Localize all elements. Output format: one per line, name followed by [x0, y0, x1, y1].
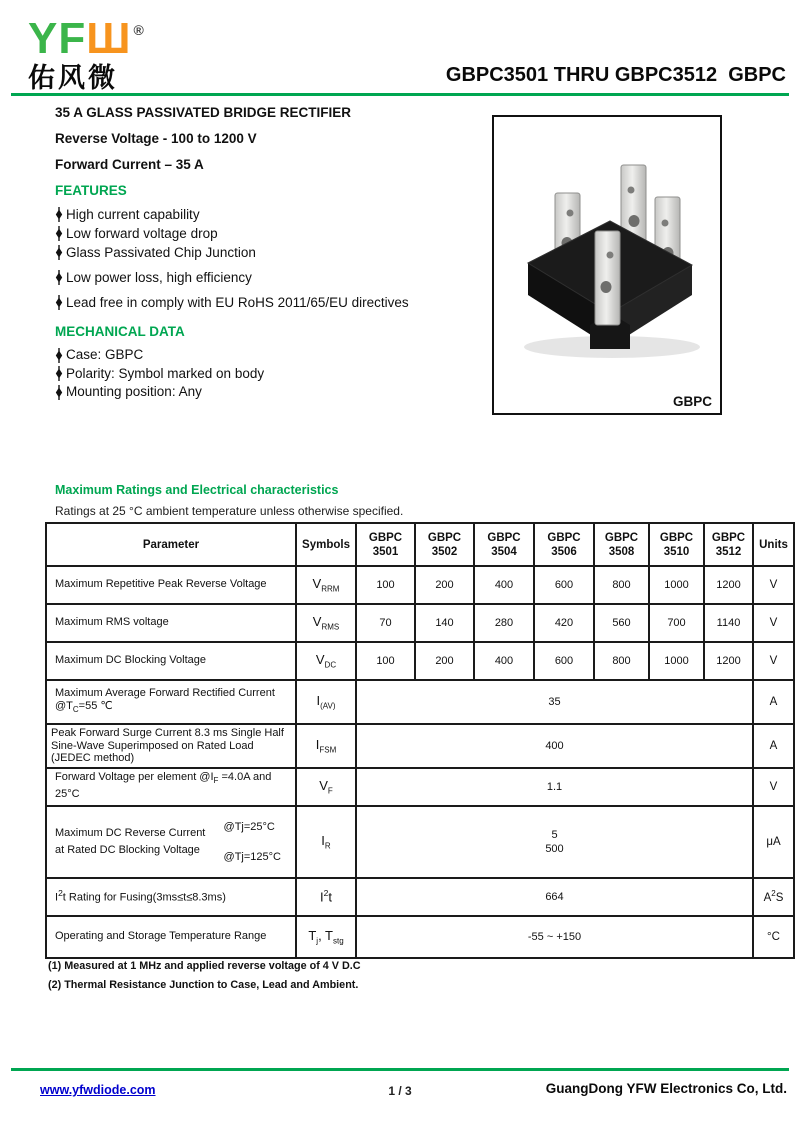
- value-cell: 35: [356, 680, 753, 724]
- company-name: GuangDong YFW Electronics Co, Ltd.: [545, 1081, 787, 1096]
- list-item: [55, 224, 490, 243]
- value-cell: 1200: [704, 566, 753, 604]
- value-cell: 1140: [704, 604, 753, 642]
- value-cell: 700: [649, 604, 704, 642]
- footnote-1: (1) Measured at 1 MHz and applied reverse voltage of 4 V D.C: [48, 960, 361, 972]
- footnotes: [48, 957, 361, 995]
- unit-cell: $A^2S$: [753, 878, 794, 916]
- package-name-label: GBPC: [672, 394, 712, 409]
- unit-cell: μA: [753, 806, 794, 878]
- value-cell: 800: [594, 566, 649, 604]
- unit-cell: V: [753, 642, 794, 680]
- condition-label: @Tj=25°C: [223, 820, 275, 833]
- column-header-symbols: Symbols: [296, 523, 356, 566]
- page-number: 1 / 3: [388, 1084, 412, 1098]
- value-cell: 800: [594, 642, 649, 680]
- logo-w-glyph: Ш: [86, 14, 132, 63]
- feature-text: High current capability: [66, 207, 200, 222]
- footnote-2: (2) Thermal Resistance Junction to Case, Lead and Ambient.: [48, 979, 359, 991]
- value-cell: 560: [594, 604, 649, 642]
- terminal-tab: [595, 231, 620, 325]
- column-header-model: GBPC 3501: [356, 523, 415, 566]
- value-cell: 200: [415, 566, 474, 604]
- list-item: [55, 346, 490, 365]
- value-cell: 400: [356, 724, 753, 768]
- column-header-parameter: Parameter: [46, 523, 296, 566]
- symbol-cell: $V_{RMS}$: [296, 604, 356, 642]
- diamond-bullet-icon: [55, 366, 63, 381]
- ratings-subtitle: Ratings at 25 °C ambient temperature unless otherwise specified.: [55, 504, 404, 518]
- column-header-units: Units: [753, 523, 794, 566]
- table-row: [46, 878, 794, 916]
- unit-cell: V: [753, 768, 794, 806]
- mechanical-text: Mounting position: Any: [66, 384, 202, 399]
- table-row: [46, 724, 794, 768]
- feature-text: Lead free in comply with EU RoHS 2011/65/EU directives: [66, 295, 409, 310]
- diamond-bullet-icon: [55, 270, 63, 285]
- footer-divider: [11, 1068, 789, 1071]
- symbol-cell: $I^2t$: [296, 878, 356, 916]
- symbol-cell: $I_{(AV)}$: [296, 680, 356, 724]
- param-cell: Maximum Repetitive Peak Reverse Voltage: [46, 566, 296, 604]
- value-cell: 400: [474, 642, 534, 680]
- diamond-bullet-icon: [55, 385, 63, 400]
- value-cell: 1.1: [356, 768, 753, 806]
- table-header-row: [46, 523, 794, 566]
- value-cell: 1000: [649, 642, 704, 680]
- param-cell: Maximum DC Reverse Current at Rated DC Blocking Voltage @Tj=25°C @Tj=125°C: [46, 806, 296, 878]
- reverse-voltage-line: Reverse Voltage - 100 to 1200 V: [55, 131, 257, 146]
- diamond-bullet-icon: [55, 295, 63, 310]
- feature-text: Low power loss, high efficiency: [66, 270, 252, 285]
- list-item: [55, 383, 490, 402]
- ratings-section-heading: Maximum Ratings and Electrical characteristics: [55, 483, 339, 497]
- unit-cell: A: [753, 724, 794, 768]
- list-item: [55, 243, 490, 262]
- registered-trademark-icon: ®: [133, 22, 145, 38]
- unit-cell: V: [753, 566, 794, 604]
- table-row: [46, 916, 794, 958]
- value-cell: 1000: [649, 566, 704, 604]
- diamond-bullet-icon: [55, 348, 63, 363]
- value-cell: 200: [415, 642, 474, 680]
- condition-label: @Tj=125°C: [223, 850, 281, 863]
- value-cell: 600: [534, 566, 594, 604]
- page-footer: [0, 1080, 800, 1110]
- website-link[interactable]: www.yfwdiode.com: [40, 1083, 156, 1097]
- mechanical-text: Case: GBPC: [66, 347, 144, 362]
- symbol-cell: $I_{FSM}$: [296, 724, 356, 768]
- value-cell: 600: [534, 642, 594, 680]
- table-row: [46, 806, 794, 878]
- symbol-cell: $V_{RRM}$: [296, 566, 356, 604]
- product-description: 35 A GLASS PASSIVATED BRIDGE RECTIFIER: [55, 105, 352, 120]
- list-item: [55, 293, 490, 312]
- column-header-model: GBPC 3502: [415, 523, 474, 566]
- feature-text: Low forward voltage drop: [66, 226, 218, 241]
- unit-cell: A: [753, 680, 794, 724]
- unit-cell: V: [753, 604, 794, 642]
- value-cell: 280: [474, 604, 534, 642]
- list-item: [55, 205, 490, 224]
- table-row: [46, 680, 794, 724]
- value-cell: 140: [415, 604, 474, 642]
- symbol-cell: $V_{DC}$: [296, 642, 356, 680]
- logo-chinese-name: 佑风微: [28, 63, 118, 93]
- param-cell: Peak Forward Surge Current 8.3 ms Single Half Sine-Wave Superimposed on Rated Load (JEDEC method): [46, 724, 296, 768]
- max-ratings-table: [45, 522, 795, 959]
- value-cell: 70: [356, 604, 415, 642]
- value-cell: 420: [534, 604, 594, 642]
- value-cell: -55 ~ +150: [356, 916, 753, 958]
- mechanical-data-list: [55, 346, 490, 402]
- param-cell: Maximum DC Blocking Voltage: [46, 642, 296, 680]
- value-cell: 400: [474, 566, 534, 604]
- logo-wordmark: [28, 8, 145, 61]
- param-cell: $I^2t$ Rating for Fusing(3ms≤t≤8.3ms): [46, 878, 296, 916]
- logo-yf-text: YF: [28, 14, 87, 63]
- doc-title: GBPC3501 THRU GBPC3512 GBPC: [445, 64, 786, 86]
- value-cell: 664: [356, 878, 753, 916]
- features-list: [55, 205, 490, 312]
- symbol-cell: $V_F$: [296, 768, 356, 806]
- value-cell: 5 500: [356, 806, 753, 878]
- symbol-cell: $I_R$: [296, 806, 356, 878]
- param-cell: Maximum RMS voltage: [46, 604, 296, 642]
- param-cell: Forward Voltage per element $@I_F =4.0A$ and 25°C: [46, 768, 296, 806]
- mechanical-text: Polarity: Symbol marked on body: [66, 365, 265, 381]
- column-header-model: GBPC 3512: [704, 523, 753, 566]
- table-row: [46, 566, 794, 604]
- symbol-cell: $T_j$, $T_{stg}$: [296, 916, 356, 958]
- list-item: [55, 268, 490, 287]
- header-divider: [11, 93, 789, 96]
- feature-text: Glass Passivated Chip Junction: [66, 245, 256, 260]
- diamond-bullet-icon: [55, 245, 63, 260]
- param-cell: Operating and Storage Temperature Range: [46, 916, 296, 958]
- unit-cell: °C: [753, 916, 794, 958]
- forward-current-line: Forward Current – 35 A: [55, 157, 204, 172]
- table-row: [46, 768, 794, 806]
- column-header-model: GBPC 3506: [534, 523, 594, 566]
- value-cell: 100: [356, 566, 415, 604]
- company-logo: [28, 8, 145, 93]
- package-photo-box: [492, 115, 722, 415]
- description-column: [55, 105, 490, 402]
- features-heading: FEATURES: [55, 183, 127, 198]
- mechanical-data-heading: MECHANICAL DATA: [55, 324, 185, 339]
- bridge-rectifier-photo: [502, 135, 714, 375]
- column-header-model: GBPC 3504: [474, 523, 534, 566]
- column-header-model: GBPC 3510: [649, 523, 704, 566]
- diamond-bullet-icon: [55, 226, 63, 241]
- column-header-model: GBPC 3508: [594, 523, 649, 566]
- value-cell: 100: [356, 642, 415, 680]
- list-item: [55, 365, 490, 384]
- value-cell: 1200: [704, 642, 753, 680]
- diamond-bullet-icon: [55, 207, 63, 222]
- param-cell: Maximum Average Forward Rectified Current $@T_C=55$ ℃: [46, 680, 296, 724]
- table-row: [46, 642, 794, 680]
- table-row: [46, 604, 794, 642]
